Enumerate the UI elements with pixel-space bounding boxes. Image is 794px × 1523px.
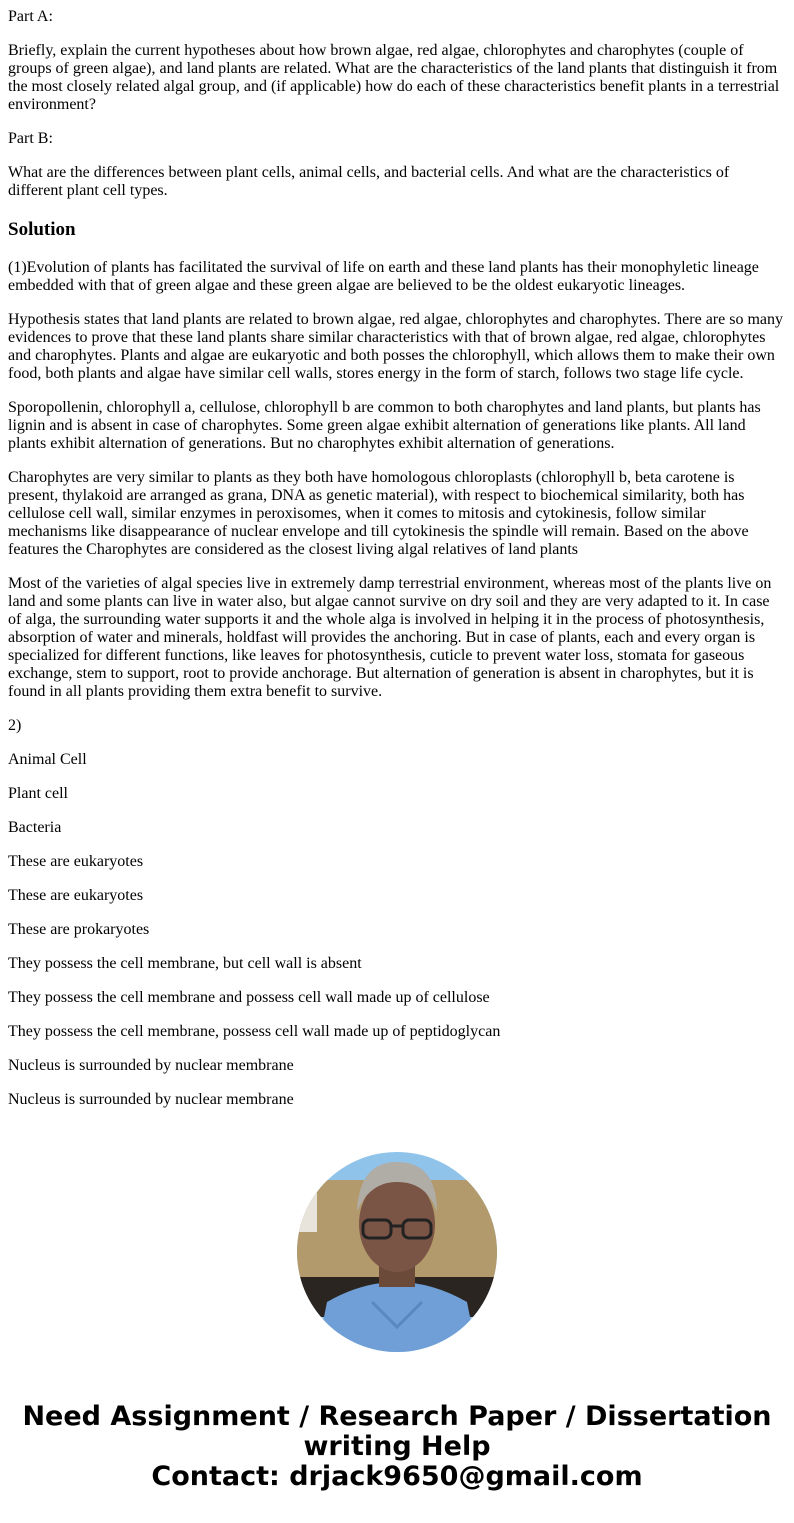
part-a-text: Briefly, explain the current hypotheses about how brown algae, red algae, chlorophytes and charophytes (couple of groups of green algae), and land plants are related. What are the characteristics of the land plants that distinguish it from the most closely related algal group, and (if applicable) how do each of these characteristics benefit plants in a terrestrial environment? xyxy=(8,42,780,113)
solution-paragraph: 2) xyxy=(8,717,22,734)
solution-paragraph: Animal Cell xyxy=(8,751,87,768)
footer-headline: Need Assignment / Research Paper / Dissertation writing Help xyxy=(22,1401,772,1462)
contact-banner xyxy=(0,1402,794,1522)
solution-paragraph: Sporopollenin, chlorophyll a, cellulose, chlorophyll b are common to both charophytes and land plants, but plants has lignin and is absent in case of charophytes. Some green algae exhibit alternation of generations like plants. All land plants exhibit alternation of generations. But no charophytes exhibit alternation of generations. xyxy=(8,399,761,452)
solution-paragraph: Nucleus is surrounded by nuclear membrane xyxy=(8,1091,294,1108)
solution-paragraph: These are eukaryotes xyxy=(8,853,144,870)
part-b-text: What are the differences between plant cells, animal cells, and bacterial cells. And what are the characteristics of different plant cell types. xyxy=(8,164,730,199)
solution-paragraph: These are eukaryotes xyxy=(8,887,144,904)
solution-paragraph: They possess the cell membrane, possess cell wall made up of peptidoglycan xyxy=(8,1023,501,1040)
solution-paragraph: Charophytes are very similar to plants as they both have homologous chloroplasts (chlorophyll b, beta carotene is present, thylakoid are arranged as grana, DNA as genetic material), with respect to biochemical similarity, both has cellulose cell wall, similar enzymes in peroxisomes, when it comes to mitosis and cytokinesis, follow similar mechanisms like disappearance of nuclear envelope and till cytokinesis the spindle will remain. Based on the above features the Charophytes are considered as the closest living algal relatives of land plants xyxy=(8,469,749,558)
document xyxy=(8,0,786,1109)
solution-paragraph: Hypothesis states that land plants are related to brown algae, red algae, chlorophytes and charophytes. There are so many evidences to prove that these land plants share similar characteristics with that of brown algae, red algae, chlorophytes and charophytes. Plants and algae are eukaryotic and both posses the chlorophyll, which allows them to make their own food, both plants and algae have similar cell walls, stores energy in the form of starch, follows two stage life cycle. xyxy=(8,311,783,382)
solution-paragraph: Most of the varieties of algal species live in extremely damp terrestrial environment, whereas most of the plants live on land and some plants can live in water also, but algae cannot survive on dry soil and they are very adapted to it. In case of alga, the surrounding water supports it and the whole alga is involved in helping it in the process of photosynthesis, absorption of water and minerals, holdfast will provides the anchoring. But in case of plants, each and every organ is specialized for different functions, like leaves for photosynthesis, cuticle to prevent water loss, stomata for gaseous exchange, stem to support, root to provide anchorage. But alternation of generation is absent in charophytes, but it is found in all plants providing them extra benefit to survive. xyxy=(8,575,772,700)
solution-paragraph: These are prokaryotes xyxy=(8,921,150,938)
part-b-label: Part B: xyxy=(8,130,53,147)
solution-heading: Solution xyxy=(8,219,76,240)
solution-paragraph: They possess the cell membrane and possess cell wall made up of cellulose xyxy=(8,989,490,1006)
author-avatar xyxy=(297,1152,497,1352)
part-a-label: Part A: xyxy=(8,8,53,25)
footer-contact: Contact: drjack9650@gmail.com xyxy=(151,1461,643,1492)
solution-paragraph: They possess the cell membrane, but cell wall is absent xyxy=(8,955,362,972)
solution-paragraph: Bacteria xyxy=(8,819,62,836)
solution-paragraph: Nucleus is surrounded by nuclear membrane xyxy=(8,1057,294,1074)
solution-paragraph: Plant cell xyxy=(8,785,68,802)
solution-paragraph: (1)Evolution of plants has facilitated the survival of life on earth and these land plants has their monophyletic lineage embedded with that of green algae and these green algae are believed to be the oldest eukaryotic lineages. xyxy=(8,259,759,294)
